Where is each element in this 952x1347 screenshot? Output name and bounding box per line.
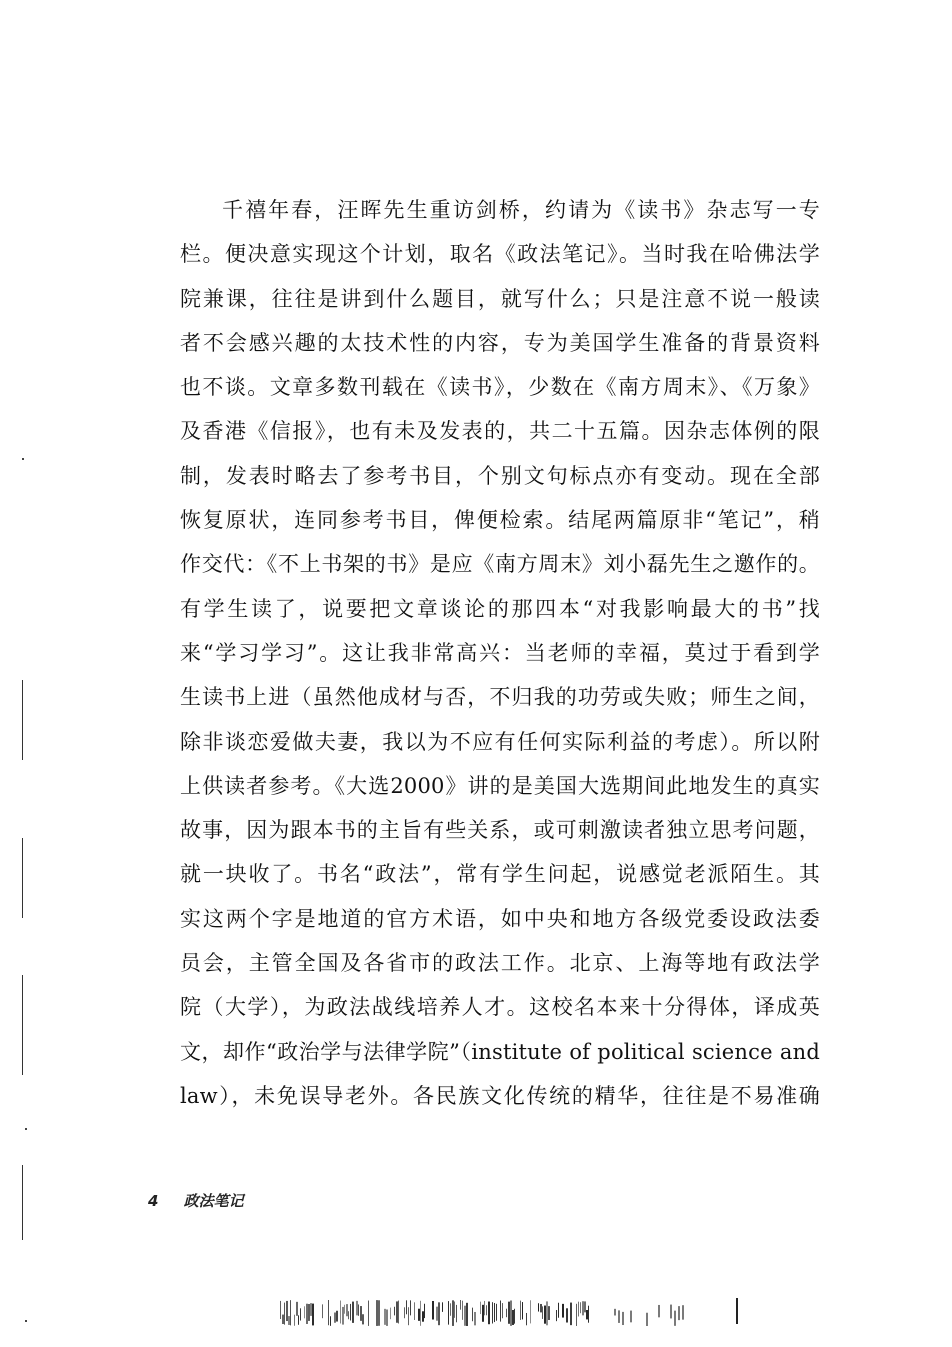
noise-bar	[378, 1300, 380, 1326]
text-line: 院（大学），为政法战线培养人才。这校名本来十分得体，译成英	[180, 995, 820, 1020]
running-title: 政法笔记	[183, 1192, 244, 1210]
noise-bar	[674, 1311, 676, 1326]
noise-bar	[418, 1309, 420, 1321]
noise-bar	[488, 1302, 490, 1325]
scan-dot	[25, 1128, 27, 1130]
noise-bar	[328, 1300, 329, 1325]
body-paragraph	[180, 188, 820, 1118]
noise-bar	[494, 1303, 495, 1322]
noise-bar	[522, 1302, 523, 1319]
noise-bar	[508, 1302, 510, 1324]
noise-bar	[588, 1306, 589, 1323]
text-line: 恢复原状，连同参考书目，俾便检索。结尾两篇原非“笔记”，稍	[180, 508, 820, 533]
noise-bar	[436, 1307, 438, 1321]
noise-bar	[304, 1306, 305, 1318]
noise-bar	[584, 1301, 586, 1312]
noise-bar	[570, 1303, 572, 1326]
noise-bar	[344, 1305, 345, 1314]
text-line: 也不谈。文章多数刊载在《读书》，少数在《南方周末》、《万象》	[180, 375, 820, 400]
text-line: 故事，因为跟本书的主旨有些关系，或可刺激读者独立思考问题，	[180, 818, 820, 843]
noise-bar	[630, 1311, 632, 1323]
noise-bar	[352, 1302, 354, 1323]
noise-bar	[390, 1308, 391, 1320]
noise-bar	[300, 1308, 301, 1320]
text-line: 除非谈恋爱做夫妻，我以为不应有任何实际利益的考虑）。所以附	[180, 729, 820, 754]
noise-bar	[512, 1310, 514, 1325]
scan-dot	[25, 1320, 27, 1322]
scan-barcode-noise	[250, 1296, 750, 1326]
noise-bar	[538, 1303, 539, 1311]
noise-bar	[576, 1304, 577, 1326]
noise-bar	[404, 1307, 405, 1318]
noise-bar	[510, 1300, 512, 1325]
scan-margin-line	[22, 838, 23, 918]
noise-bar	[500, 1301, 501, 1322]
noise-bar	[514, 1309, 515, 1324]
text-line: 生读书上进（虽然他成材与否，不归我的功劳或失败；师生之间，	[180, 685, 820, 710]
noise-bar	[678, 1306, 680, 1320]
noise-bar	[306, 1304, 308, 1324]
page-number: 4	[148, 1192, 159, 1210]
noise-bar	[450, 1303, 451, 1315]
noise-bar	[658, 1305, 660, 1317]
noise-bar	[558, 1303, 559, 1318]
noise-bar	[544, 1306, 546, 1324]
noise-bar	[472, 1308, 473, 1322]
noise-bar	[582, 1301, 584, 1315]
noise-bar	[442, 1302, 443, 1312]
text-line: law），未免误导老外。各民族文化传统的精华，往往是不易准确	[180, 1083, 820, 1108]
noise-bar	[466, 1303, 468, 1326]
noise-bar	[546, 1301, 548, 1325]
noise-bar	[618, 1310, 620, 1323]
noise-bar	[294, 1315, 295, 1326]
text-line: 及香港《信报》，也有未及发表的，共二十五篇。因杂志体例的限	[180, 419, 820, 444]
noise-bar	[422, 1311, 424, 1321]
scan-margin-line	[22, 975, 23, 1075]
noise-bar	[356, 1301, 358, 1315]
noise-bar	[432, 1301, 434, 1320]
noise-bar	[736, 1298, 738, 1324]
noise-bar	[484, 1301, 485, 1315]
noise-bar	[452, 1300, 454, 1326]
noise-bar	[622, 1312, 624, 1325]
text-line: 者不会感兴趣的太技术性的内容，专为美国学生准备的背景资料	[180, 330, 820, 355]
noise-bar	[480, 1302, 481, 1314]
noise-bar	[358, 1304, 359, 1315]
noise-bar	[556, 1310, 557, 1321]
noise-bar	[460, 1300, 461, 1310]
scan-margin-line	[22, 680, 23, 760]
noise-bar	[542, 1306, 543, 1319]
noise-bar	[614, 1309, 616, 1316]
noise-bar	[520, 1301, 521, 1320]
noise-bar	[456, 1305, 457, 1322]
text-line: 实这两个字是地道的官方术语，如中央和地方各级党委设政法委	[180, 906, 820, 931]
noise-bar	[420, 1301, 421, 1326]
noise-bar	[288, 1316, 290, 1325]
noise-bar	[342, 1307, 344, 1325]
noise-bar	[350, 1304, 351, 1321]
text-line: 作交代：《不上书架的书》是应《南方周末》刘小磊先生之邀作的。	[180, 552, 820, 577]
noise-bar	[408, 1307, 409, 1325]
noise-bar	[298, 1315, 299, 1324]
noise-bar	[578, 1302, 579, 1317]
noise-bar	[682, 1305, 684, 1319]
noise-bar	[496, 1304, 497, 1321]
noise-bar	[360, 1306, 362, 1321]
noise-bar	[562, 1304, 564, 1318]
noise-bar	[290, 1300, 291, 1325]
noise-bar	[286, 1301, 288, 1321]
noise-bar	[334, 1312, 336, 1322]
noise-bar	[646, 1313, 648, 1326]
noise-bar	[398, 1301, 399, 1324]
text-line: 上供读者参考。《大选2000》讲的是美国大选期间此地发生的真实	[180, 773, 820, 798]
noise-bar	[368, 1301, 369, 1326]
noise-bar	[586, 1310, 588, 1319]
noise-bar	[580, 1302, 581, 1313]
noise-bar	[540, 1304, 542, 1312]
text-line: 制，发表时略去了参考书目，个别文句标点亦有变动。现在全部	[180, 463, 820, 488]
text-line: 有学生读了，说要把文章谈论的那四本“对我影响最大的书”找	[180, 596, 820, 621]
scan-dot	[22, 458, 24, 460]
noise-bar	[424, 1304, 425, 1318]
noise-bar	[284, 1303, 285, 1325]
noise-bar	[386, 1310, 388, 1326]
noise-bar	[312, 1304, 314, 1326]
noise-bar	[548, 1306, 550, 1320]
noise-bar	[486, 1305, 487, 1315]
noise-bar	[376, 1300, 378, 1326]
noise-bar	[394, 1307, 395, 1316]
text-line: 文，却作“政治学与法律学院”（institute of political science and	[180, 1039, 820, 1064]
noise-bar	[462, 1301, 463, 1320]
page-footer	[148, 1190, 244, 1211]
noise-bar	[348, 1311, 349, 1319]
noise-bar	[410, 1300, 411, 1315]
noise-bar	[526, 1313, 527, 1325]
noise-bar	[310, 1303, 312, 1316]
noise-bar	[384, 1309, 386, 1325]
text-line: 院兼课，往往是讲到什么题目，就写什么；只是注意不说一般读	[180, 286, 820, 311]
text-line: 栏。便决意实现这个计划，取名《政法笔记》。当时我在哈佛法学	[180, 242, 820, 267]
noise-bar	[464, 1306, 466, 1326]
scan-margin-line	[22, 1165, 23, 1240]
noise-bar	[438, 1302, 440, 1325]
text-line: 来“学习学习”。这让我非常高兴：当老师的幸福，莫过于看到学	[180, 640, 820, 665]
noise-bar	[492, 1302, 493, 1323]
noise-bar	[414, 1302, 415, 1320]
noise-bar	[308, 1304, 310, 1321]
noise-bar	[346, 1304, 348, 1316]
text-line: 千禧年春，汪晖先生重访剑桥，约请为《读书》杂志写一专	[222, 198, 820, 222]
noise-bar	[406, 1300, 407, 1314]
noise-bar	[362, 1314, 364, 1324]
noise-bar	[566, 1308, 568, 1322]
noise-bar	[506, 1309, 507, 1318]
noise-bar	[474, 1312, 476, 1325]
noise-bar	[396, 1301, 398, 1322]
noise-bar	[482, 1305, 484, 1322]
noise-bar	[670, 1305, 672, 1319]
noise-bar	[448, 1301, 449, 1325]
noise-bar	[330, 1316, 331, 1326]
noise-bar	[340, 1301, 341, 1324]
text-line: 就一块收了。书名“政法”，常有学生问起，说感觉老派陌生。其	[180, 862, 820, 887]
noise-bar	[280, 1301, 281, 1319]
text-line: 员会，主管全国及各省市的政法工作。北京、上海等地有政法学	[180, 951, 820, 976]
noise-bar	[296, 1302, 298, 1316]
noise-bar	[502, 1303, 503, 1318]
noise-bar	[282, 1315, 284, 1324]
noise-bar	[454, 1302, 455, 1318]
noise-bar	[336, 1311, 338, 1322]
noise-bar	[530, 1300, 531, 1323]
noise-bar	[322, 1304, 323, 1318]
